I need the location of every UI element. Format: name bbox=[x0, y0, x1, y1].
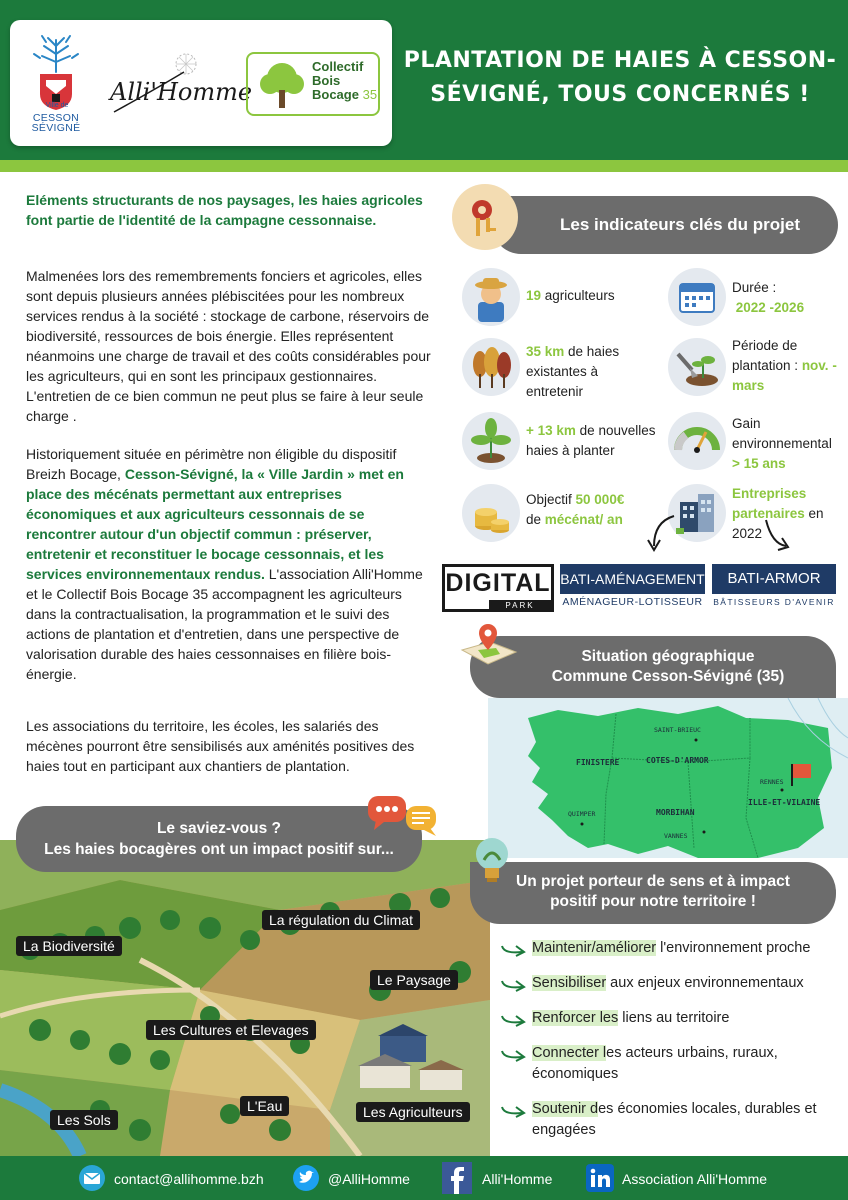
action-4-highlight: Connecter l bbox=[532, 1045, 607, 1061]
p2-highlight: Cesson-Sévigné, la « Ville Jardin » met en place des mécénats permettant aux entreprises économiques et aux agriculteurs cessonnais de se rencontrer autour d'un objectif commun : préserver, entretenir et reconstituer le bocage cessonnais, et les services environnementaux rendus. bbox=[26, 466, 404, 582]
new-hedges-stat bbox=[526, 421, 656, 461]
project-title-line-2: positif pour notre territoire ! bbox=[550, 893, 756, 910]
action-item-5 bbox=[500, 1099, 840, 1141]
impact-tag-eau: L'Eau bbox=[240, 1096, 289, 1116]
goal-prefix: Objectif bbox=[526, 492, 576, 507]
chat-bubbles-icon bbox=[366, 792, 440, 838]
curved-arrow-right-icon bbox=[762, 516, 794, 552]
period-value: nov. - mars bbox=[732, 358, 837, 393]
footer-email[interactable]: contact@allihomme.bzh bbox=[114, 1171, 264, 1187]
action-5-rest: es économies locales, durables et engagées bbox=[532, 1101, 817, 1138]
planting-icon bbox=[668, 338, 726, 396]
geo-title bbox=[470, 636, 836, 698]
curved-arrow-left-icon bbox=[646, 512, 678, 552]
cbb-line-1: Collectif bbox=[312, 59, 364, 74]
brittany-map bbox=[488, 698, 848, 858]
farmers-label: agriculteurs bbox=[541, 288, 615, 303]
impact-tag-agriculteurs: Les Agriculteurs bbox=[356, 1102, 470, 1122]
impact-tag-biodiversite: La Biodiversité bbox=[16, 936, 122, 956]
digital-park-title: DIGITAL bbox=[445, 569, 551, 597]
map-label-rennes: RENNES bbox=[760, 778, 784, 786]
green-arrow-icon bbox=[500, 975, 528, 993]
map-pin-icon bbox=[456, 620, 522, 676]
new-hedges-number: + 13 km bbox=[526, 423, 576, 438]
indicators-title-text: Les indicateurs clés du projet bbox=[560, 215, 800, 234]
digital-park-logo bbox=[442, 564, 554, 612]
coins-icon bbox=[462, 484, 520, 542]
footer bbox=[0, 1156, 848, 1200]
cbb-line-2: Bois bbox=[312, 73, 341, 88]
bati-armor-logo bbox=[712, 564, 836, 612]
map-label-quimper: QUIMPER bbox=[568, 810, 596, 818]
green-arrow-icon bbox=[500, 1045, 528, 1063]
goal-number: 50 000€ bbox=[575, 492, 625, 507]
footer-facebook[interactable]: Alli'Homme bbox=[482, 1171, 553, 1187]
know-title-line-2: Les haies bocagères ont un impact positif sur... bbox=[44, 841, 394, 858]
action-item-2 bbox=[500, 973, 840, 994]
email-icon[interactable] bbox=[78, 1164, 106, 1192]
farmers-number: 19 bbox=[526, 288, 542, 303]
gauge-icon bbox=[668, 412, 726, 470]
impact-tag-sols: Les Sols bbox=[50, 1110, 118, 1130]
goal-middle: de bbox=[526, 512, 545, 527]
map-label-vannes: VANNES bbox=[664, 832, 688, 840]
intro-lead: Eléments structurants de nos paysages, les haies agricoles font partie de l'identité de la campagne cessonnaise. bbox=[26, 192, 423, 228]
new-hedges-label: de nouvelles haies à planter bbox=[526, 423, 656, 458]
digital-park-sub: PARK bbox=[489, 600, 551, 611]
action-item-4 bbox=[500, 1043, 840, 1085]
action-item-3 bbox=[500, 1008, 840, 1029]
bati-amenagement-logo bbox=[560, 564, 705, 612]
impact-tag-climat: La régulation du Climat bbox=[262, 910, 420, 930]
map-label-finistere: FINISTERE bbox=[576, 758, 620, 767]
header-stripe bbox=[0, 160, 848, 172]
green-arrow-icon bbox=[500, 940, 528, 958]
impact-tag-paysage: Le Paysage bbox=[370, 970, 458, 990]
sprout-icon bbox=[462, 412, 520, 470]
indicators-title bbox=[492, 196, 838, 254]
goal-stat bbox=[526, 490, 656, 530]
action-3-rest: liens au territoire bbox=[618, 1010, 730, 1026]
action-1-rest: l'environnement proche bbox=[656, 940, 811, 956]
gain-value: > 15 ans bbox=[732, 456, 786, 471]
map-label-saint-brieuc: SAINT-BRIEUC bbox=[654, 726, 701, 734]
bati-amenagement-sub: AMÉNAGEUR-LOTISSEUR bbox=[562, 596, 703, 608]
action-4-rest: es acteurs urbains, ruraux, économiques bbox=[532, 1045, 778, 1082]
twitter-icon[interactable] bbox=[292, 1164, 320, 1192]
gain-label: Gain environnemental bbox=[732, 416, 832, 451]
action-3-highlight: Renforcer les bbox=[532, 1010, 619, 1026]
hedges-stat bbox=[526, 342, 650, 402]
duration-stat bbox=[732, 278, 842, 318]
facebook-icon[interactable] bbox=[442, 1162, 472, 1194]
period-label: Période de plantation : bbox=[732, 338, 802, 373]
cbb-line-3 bbox=[312, 88, 377, 102]
p2-part-c: L'association Alli'Homme et le Collectif Bois Bocage 35 accompagnent les agriculteurs dans la contractualisation, la programmation et le suivi des actions de plantation et d'entretien, dans une perspective de valorisation durable des haies cessonnaises en filière bois-énergie. bbox=[26, 566, 423, 682]
footer-twitter[interactable]: @AlliHomme bbox=[328, 1171, 410, 1187]
green-arrow-icon bbox=[500, 1010, 528, 1028]
intro-paragraph-1: Malmenées lors des remembrements fonciers et agricoles, elles sont depuis plusieurs années plébiscitées pour les nombreux services rendus à la société : stockage de carbone, réservoirs de biodiversité, ressources de bois énergie. Elles représentent néanmoins une charge de travail et des coûts considérables pour les agriculteurs, qui en sont les principaux gestionnaires. L'entretien de ce bien commun ne peut plus se faire à leur seule charge . bbox=[26, 268, 431, 424]
duration-label: Durée : bbox=[732, 280, 777, 295]
duration-value: 2022 -2026 bbox=[735, 300, 805, 315]
key-badge bbox=[452, 184, 518, 250]
bati-armor-title: BATI-ARMOR bbox=[712, 564, 836, 594]
goal-unit: mécénat/ an bbox=[544, 512, 623, 527]
collectif-bois-bocage-logo bbox=[246, 52, 380, 116]
footer-linkedin[interactable]: Association Alli'Homme bbox=[622, 1171, 768, 1187]
period-stat bbox=[732, 336, 844, 396]
linkedin-icon[interactable] bbox=[586, 1164, 614, 1192]
trees-icon bbox=[462, 338, 520, 396]
impact-tag-cultures: Les Cultures et Elevages bbox=[146, 1020, 316, 1040]
calendar-icon bbox=[668, 268, 726, 326]
tree-icon bbox=[256, 60, 308, 110]
project-title bbox=[470, 862, 836, 924]
partners-label: Entreprises partenaires bbox=[732, 486, 807, 521]
map-label-morbihan: MORBIHAN bbox=[656, 808, 695, 817]
intro-paragraph-3: Les associations du territoire, les écoles, les salariés des mécènes pourront être sensibilisés aux aménités positives des haies tout en participant aux chantiers de plantation. bbox=[26, 718, 415, 774]
action-5-highlight: Soutenir d bbox=[532, 1101, 599, 1117]
map-label-ille-et-vilaine: ILLE-ET-VILAINE bbox=[748, 798, 821, 807]
action-2-highlight: Sensibiliser bbox=[532, 975, 607, 991]
know-title-line-1: Le saviez-vous ? bbox=[156, 820, 282, 837]
cbb-number: 35 bbox=[362, 87, 378, 102]
farmer-icon bbox=[462, 268, 520, 326]
cesson-sub-label: Ville de bbox=[45, 102, 69, 109]
bati-amenagement-title: BATI-AMÉNAGEMENT bbox=[560, 564, 705, 594]
hedges-number: 35 km bbox=[526, 344, 565, 359]
action-1-highlight: Maintenir/améliorer bbox=[532, 940, 657, 956]
logo-card bbox=[10, 20, 392, 146]
cbb-line-3-text: Bocage bbox=[312, 87, 359, 102]
know-title bbox=[16, 806, 422, 872]
green-arrow-icon bbox=[500, 1101, 528, 1119]
allihomme-wordmark: Alli'Homme bbox=[110, 78, 253, 106]
map-label-cotes-darmor: COTES-D'ARMOR bbox=[646, 756, 709, 765]
action-2-rest: aux enjeux environnementaux bbox=[606, 975, 804, 991]
gain-stat bbox=[732, 414, 844, 474]
bati-armor-sub: BÂTISSEURS D'AVENIR bbox=[713, 597, 835, 607]
project-title-line-1: Un projet porteur de sens et à impact bbox=[516, 873, 790, 890]
action-item-1 bbox=[500, 938, 840, 959]
cbb-name bbox=[312, 60, 377, 102]
intro-paragraph-2 bbox=[26, 444, 432, 684]
cesson-name: CESSON SÉVIGNÉ bbox=[31, 112, 81, 134]
geo-title-line-1: Situation géographique bbox=[581, 648, 755, 665]
partners-year: en 2022 bbox=[732, 506, 824, 541]
p2-part-a: Historiquement située en périmètre non éligible du dispositif Breizh Bocage, bbox=[26, 446, 397, 482]
lightbulb-icon bbox=[470, 834, 512, 890]
page-title: PLANTATION DE HAIES À CESSON-SÉVIGNÉ, TOUS CONCERNÉS ! bbox=[403, 48, 837, 107]
farmers-stat bbox=[526, 286, 656, 306]
hedges-label: de haies existantes à entretenir bbox=[526, 344, 620, 399]
key-icon bbox=[452, 184, 518, 250]
geo-title-line-2: Commune Cesson-Sévigné (35) bbox=[551, 668, 785, 685]
